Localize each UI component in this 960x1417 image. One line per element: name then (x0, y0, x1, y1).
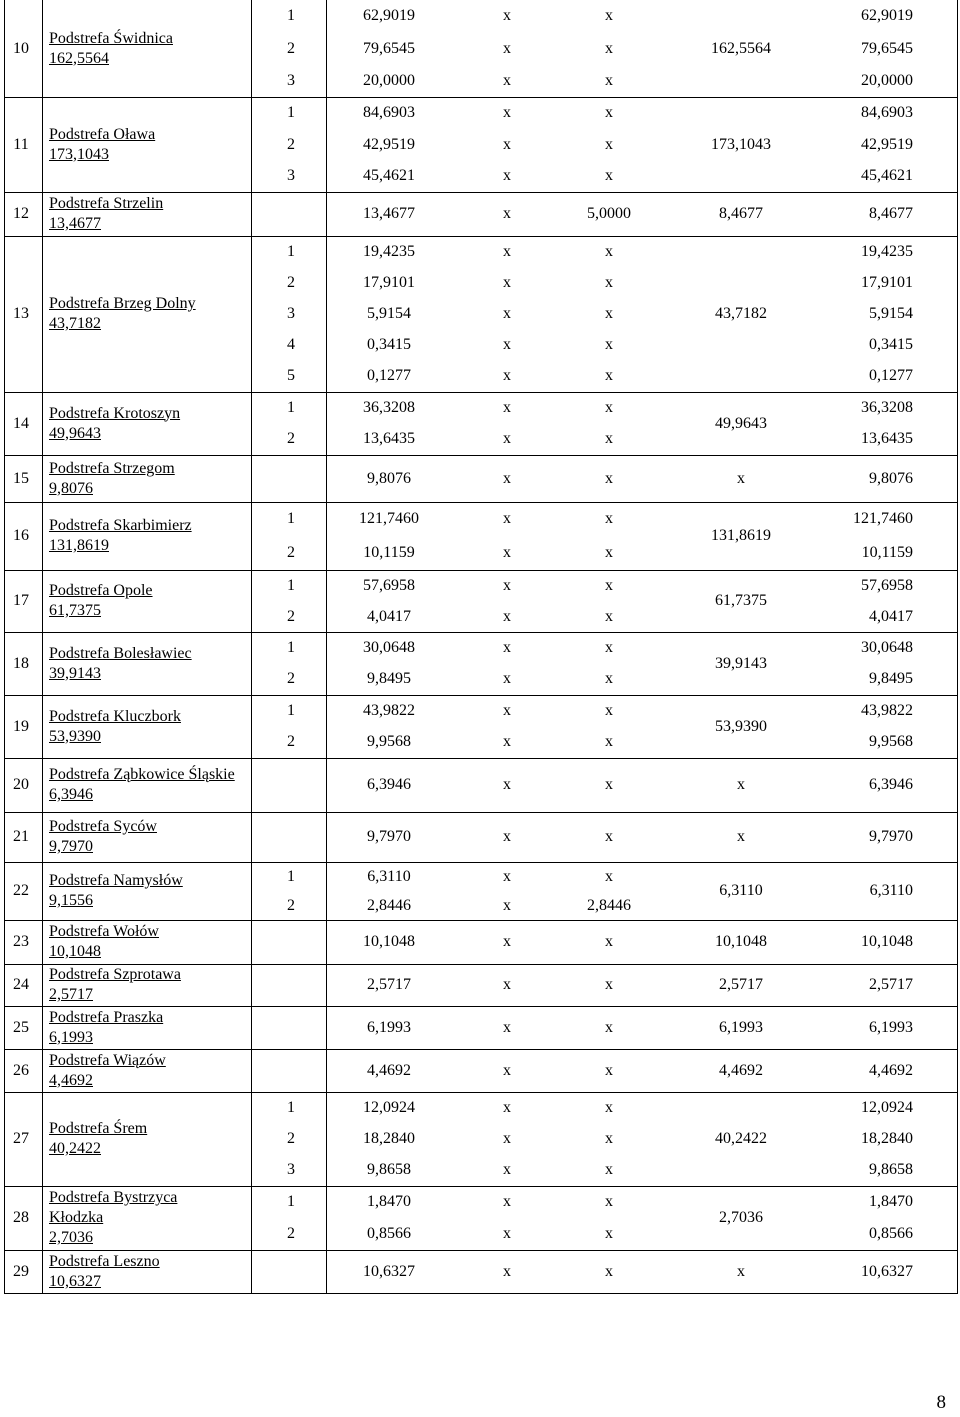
sub-area: 42,9519 (363, 135, 415, 153)
zone-area: 9,8076 (49, 479, 93, 497)
sub-area: 45,4621 (363, 167, 415, 185)
sub-area: 9,8495 (367, 670, 411, 688)
sub-value: x (503, 828, 511, 845)
sub-total: 30,0648 (861, 638, 913, 656)
zone-area: 162,5564 (49, 49, 109, 67)
zone-name: Podstrefa Świdnica (49, 29, 173, 47)
sub-value: x (605, 167, 613, 185)
zone-area: 131,8619 (49, 537, 109, 554)
sub-index: 4 (287, 336, 295, 354)
row-number: 29 (13, 1263, 29, 1280)
sub-value: x (503, 1018, 511, 1036)
row-number: 18 (13, 654, 29, 672)
sub-value: x (605, 776, 613, 793)
sub-index: 2 (287, 273, 295, 291)
sub-value: x (503, 896, 511, 914)
sub-index: 2 (287, 135, 295, 153)
page-number: 8 (936, 1392, 946, 1413)
sub-area: 6,1993 (367, 1018, 411, 1036)
sub-value: x (503, 1130, 511, 1147)
row-number: 13 (13, 305, 29, 322)
sub-area: 57,6958 (363, 576, 415, 594)
sub-area: 0,3415 (367, 336, 411, 354)
sub-area: 36,3208 (363, 398, 415, 416)
sub-total: 0,8566 (869, 1225, 913, 1242)
sub-value: x (605, 71, 613, 89)
sub-value: x (605, 1263, 613, 1280)
sub-index: 2 (287, 1225, 295, 1242)
sub-index: 2 (287, 430, 295, 448)
sub-area: 4,4692 (367, 1061, 411, 1079)
sub-total: 121,7460 (853, 510, 913, 527)
sub-total: 17,9101 (861, 273, 913, 291)
sub-area: 30,0648 (363, 638, 415, 656)
sub-area: 84,6903 (363, 103, 415, 121)
sub-value: x (605, 1161, 613, 1179)
sub-index: 3 (287, 167, 295, 185)
sub-total: 57,6958 (861, 576, 913, 594)
sub-value: x (503, 607, 511, 625)
row-number: 24 (13, 976, 29, 993)
merged-value: 40,2422 (715, 1130, 767, 1147)
sub-value: x (503, 576, 511, 594)
sub-value: x (605, 576, 613, 594)
zone-area: 40,2422 (49, 1140, 101, 1157)
sub-area: 9,9568 (367, 733, 411, 751)
sub-index: 1 (287, 638, 295, 656)
merged-value: x (737, 776, 745, 793)
row-number: 16 (13, 527, 29, 544)
sub-value: x (503, 976, 511, 993)
row-number: 20 (13, 776, 29, 793)
row-number: 19 (13, 717, 29, 735)
row-divider (5, 920, 957, 921)
sub-total: 5,9154 (869, 305, 913, 322)
row-divider (5, 1186, 957, 1187)
merged-value: 53,9390 (715, 717, 767, 735)
row-number: 27 (13, 1130, 29, 1147)
sub-index: 2 (287, 896, 295, 914)
sub-value: x (503, 273, 511, 291)
sub-area: 4,0417 (367, 607, 411, 625)
sub-area: 79,6545 (363, 39, 415, 57)
sub-value: x (503, 398, 511, 416)
zone-area: 9,1556 (49, 892, 93, 909)
merged-value: 43,7182 (715, 305, 767, 322)
sub-index: 1 (287, 242, 295, 260)
merged-value: 4,4692 (719, 1061, 763, 1079)
zone-area: 10,1048 (49, 943, 101, 960)
sub-total: 42,9519 (861, 135, 913, 153)
sub-value: x (503, 510, 511, 527)
sub-value: x (503, 670, 511, 688)
sub-value: x (605, 103, 613, 121)
row-number: 15 (13, 469, 29, 487)
zone-area: 39,9143 (49, 664, 101, 682)
row-number: 25 (13, 1018, 29, 1036)
sub-value: x (605, 1018, 613, 1036)
sub-value: x (503, 1161, 511, 1179)
sub-total: 4,0417 (869, 607, 913, 625)
zone-name: Podstrefa Wołów (49, 923, 159, 940)
row-number: 22 (13, 882, 29, 899)
merged-value: 39,9143 (715, 654, 767, 672)
zone-name: Podstrefa Namysłów (49, 872, 183, 889)
sub-index: 3 (287, 305, 295, 322)
sub-area: 9,7970 (367, 828, 411, 845)
sub-area: 0,1277 (367, 367, 411, 385)
row-number: 21 (13, 828, 29, 845)
sub-index: 1 (287, 1098, 295, 1116)
sub-index: 1 (287, 576, 295, 594)
row-number: 23 (13, 933, 29, 950)
zone-name: Podstrefa Śrem (49, 1120, 148, 1137)
sub-value: x (605, 1061, 613, 1079)
sub-total: 4,4692 (869, 1061, 913, 1079)
sub-total: 0,3415 (869, 336, 913, 354)
row-divider (5, 192, 957, 193)
sub-value: x (605, 469, 613, 487)
merged-value: x (737, 828, 745, 845)
zone-area: 4,4692 (49, 1071, 93, 1089)
sub-area: 121,7460 (359, 510, 419, 527)
sub-value: x (503, 1225, 511, 1242)
row-number: 26 (13, 1061, 29, 1079)
zone-area: 6,1993 (49, 1028, 93, 1046)
sub-total: 10,1159 (861, 544, 913, 561)
sub-value: x (605, 544, 613, 561)
zone-area: 2,5717 (49, 986, 93, 1003)
sub-value: x (503, 701, 511, 719)
zone-area: 43,7182 (49, 315, 101, 332)
sub-value: x (605, 39, 613, 57)
zone-area: 53,9390 (49, 727, 101, 745)
sub-value: x (503, 305, 511, 322)
sub-total: 10,6327 (861, 1263, 913, 1280)
merged-value: 2,5717 (719, 976, 763, 993)
row-divider (5, 502, 957, 503)
sub-total: 13,6435 (861, 430, 913, 448)
zone-area: 173,1043 (49, 145, 109, 163)
sub-value: 5,0000 (587, 205, 631, 222)
sub-total: 62,9019 (861, 7, 913, 25)
sub-area: 6,3946 (367, 776, 411, 793)
sub-value: x (503, 367, 511, 385)
sub-value: x (503, 242, 511, 260)
sub-area: 20,0000 (363, 71, 415, 89)
sub-index: 1 (287, 7, 295, 25)
sub-total: 9,8658 (869, 1161, 913, 1179)
sub-total: 36,3208 (861, 398, 913, 416)
sub-value: x (503, 103, 511, 121)
merged-value: x (737, 469, 745, 487)
zone-name: Podstrefa Strzelin (49, 195, 164, 212)
sub-total: 79,6545 (861, 39, 913, 57)
row-divider (5, 455, 957, 456)
row-number: 14 (13, 414, 29, 432)
sub-index: 5 (287, 367, 295, 385)
zone-name: Podstrefa Oława (49, 125, 156, 143)
row-divider (5, 97, 957, 98)
sub-value: x (605, 305, 613, 322)
sub-total: 9,9568 (869, 733, 913, 751)
row-divider (5, 392, 957, 393)
row-divider (5, 570, 957, 571)
sub-value: x (605, 638, 613, 656)
sub-total: 0,1277 (869, 367, 913, 385)
sub-index: 1 (287, 510, 295, 527)
zone-name: Podstrefa Krotoszyn (49, 404, 181, 422)
sub-area: 10,6327 (363, 1263, 415, 1280)
sub-value: x (503, 1098, 511, 1116)
zone-area: 10,6327 (49, 1273, 101, 1290)
row-number: 28 (13, 1209, 29, 1226)
zones-table (4, 0, 958, 1294)
sub-value: x (503, 135, 511, 153)
sub-value: x (503, 1193, 511, 1210)
sub-area: 43,9822 (363, 701, 415, 719)
sub-total: 9,8495 (869, 670, 913, 688)
sub-total: 10,1048 (861, 933, 913, 950)
sub-value: x (605, 607, 613, 625)
sub-area: 10,1048 (363, 933, 415, 950)
sub-value: x (605, 733, 613, 751)
sub-total: 2,5717 (869, 976, 913, 993)
row-divider (5, 812, 957, 813)
sub-total: 12,0924 (861, 1098, 913, 1116)
sub-area: 17,9101 (363, 273, 415, 291)
row-number: 11 (13, 135, 29, 153)
zone-area: 61,7375 (49, 602, 101, 619)
zone-name: Podstrefa Strzegom (49, 459, 175, 477)
row-divider (5, 758, 957, 759)
merged-value: 173,1043 (711, 135, 771, 153)
sub-value: x (605, 1130, 613, 1147)
zone-area: 9,7970 (49, 838, 93, 855)
sub-value: x (605, 398, 613, 416)
sub-value: x (503, 7, 511, 25)
sub-total: 9,7970 (869, 828, 913, 845)
sub-value: x (605, 242, 613, 260)
sub-value: 2,8446 (587, 896, 631, 914)
sub-area: 18,2840 (363, 1130, 415, 1147)
sub-area: 2,5717 (367, 976, 411, 993)
merged-value: 49,9643 (715, 414, 767, 432)
sub-total: 18,2840 (861, 1130, 913, 1147)
sub-index: 2 (287, 733, 295, 751)
sub-index: 1 (287, 701, 295, 719)
sub-index: 1 (287, 398, 295, 416)
row-divider (5, 236, 957, 237)
merged-value: 2,7036 (719, 1209, 763, 1226)
row-divider (5, 862, 957, 863)
zone-name: Podstrefa Ząbkowice Śląskie (49, 766, 235, 783)
sub-area: 5,9154 (367, 305, 411, 322)
sub-index: 1 (287, 867, 295, 885)
merged-value: 61,7375 (715, 592, 767, 609)
sub-area: 13,4677 (363, 205, 415, 222)
zone-name: Podstrefa Bolesławiec (49, 644, 192, 662)
sub-total: 1,8470 (869, 1193, 913, 1210)
merged-value: 6,3110 (719, 882, 763, 899)
zone-area: 6,3946 (49, 786, 93, 803)
sub-area: 9,8658 (367, 1161, 411, 1179)
sub-total: 8,4677 (869, 205, 913, 222)
merged-value: 10,1048 (715, 933, 767, 950)
sub-area: 19,4235 (363, 242, 415, 260)
sub-value: x (503, 205, 511, 222)
merged-value: 8,4677 (719, 205, 763, 222)
sub-value: x (503, 336, 511, 354)
sub-index: 1 (287, 103, 295, 121)
sub-index: 1 (287, 1193, 295, 1210)
sub-value: x (605, 510, 613, 527)
zone-area: 2,7036 (49, 1229, 93, 1246)
sub-index: 3 (287, 71, 295, 89)
sub-total: 19,4235 (861, 242, 913, 260)
zone-name: Podstrefa Wiązów (49, 1051, 166, 1069)
sub-value: x (503, 933, 511, 950)
zone-name: Podstrefa Syców (49, 818, 157, 835)
sub-value: x (503, 733, 511, 751)
sub-area: 62,9019 (363, 7, 415, 25)
zone-name: Podstrefa Opole (49, 582, 153, 599)
sub-value: x (503, 544, 511, 561)
sub-area: 12,0924 (363, 1098, 415, 1116)
merged-value: 162,5564 (711, 39, 771, 57)
sub-value: x (503, 1263, 511, 1280)
sub-index: 2 (287, 607, 295, 625)
sub-value: x (605, 867, 613, 885)
sub-value: x (503, 867, 511, 885)
row-number: 17 (13, 592, 29, 609)
zone-name: Podstrefa Szprotawa (49, 966, 181, 983)
sub-value: x (503, 776, 511, 793)
sub-value: x (605, 430, 613, 448)
zone-area: 49,9643 (49, 424, 101, 442)
sub-value: x (605, 1193, 613, 1210)
sub-area: 6,3110 (367, 867, 411, 885)
sub-value: x (605, 976, 613, 993)
sub-total: 6,3946 (869, 776, 913, 793)
row-divider (5, 1250, 957, 1251)
sub-index: 2 (287, 1130, 295, 1147)
zone-name: Podstrefa Bystrzyca (49, 1189, 178, 1206)
sub-total: 84,6903 (861, 103, 913, 121)
sub-total: 45,4621 (861, 167, 913, 185)
sub-value: x (503, 1061, 511, 1079)
merged-total: 6,3110 (869, 882, 913, 899)
sub-area: 9,8076 (367, 469, 411, 487)
sub-value: x (605, 1098, 613, 1116)
sub-total: 20,0000 (861, 71, 913, 89)
zone-name: Kłodzka (49, 1209, 104, 1226)
column-divider (42, 0, 43, 1293)
sub-value: x (503, 638, 511, 656)
row-divider (5, 695, 957, 696)
sub-value: x (503, 430, 511, 448)
sub-area: 1,8470 (367, 1193, 411, 1210)
zone-name: Podstrefa Skarbimierz (49, 517, 192, 534)
sub-value: x (503, 71, 511, 89)
sub-index: 2 (287, 544, 295, 561)
row-number: 12 (13, 205, 29, 222)
sub-total: 43,9822 (861, 701, 913, 719)
sub-value: x (605, 336, 613, 354)
sub-index: 2 (287, 39, 295, 57)
sub-value: x (605, 828, 613, 845)
sub-value: x (605, 135, 613, 153)
sub-value: x (605, 670, 613, 688)
sub-total: 9,8076 (869, 469, 913, 487)
sub-area: 13,6435 (363, 430, 415, 448)
sub-value: x (605, 933, 613, 950)
sub-area: 10,1159 (363, 544, 415, 561)
merged-value: 131,8619 (711, 527, 771, 544)
sub-value: x (605, 1225, 613, 1242)
sub-index: 3 (287, 1161, 295, 1179)
row-number: 10 (13, 39, 29, 57)
zone-area: 13,4677 (49, 215, 101, 232)
sub-area: 0,8566 (367, 1225, 411, 1242)
row-divider (5, 1092, 957, 1093)
sub-value: x (605, 701, 613, 719)
sub-value: x (503, 39, 511, 57)
zone-name: Podstrefa Kluczbork (49, 707, 181, 725)
merged-value: 6,1993 (719, 1018, 763, 1036)
zone-name: Podstrefa Praszka (49, 1008, 164, 1026)
row-divider (5, 632, 957, 633)
sub-value: x (605, 367, 613, 385)
sub-total: 6,1993 (869, 1018, 913, 1036)
sub-value: x (605, 273, 613, 291)
merged-value: x (737, 1263, 745, 1280)
sub-area: 2,8446 (367, 896, 411, 914)
sub-value: x (605, 7, 613, 25)
sub-index: 2 (287, 670, 295, 688)
sub-value: x (503, 469, 511, 487)
zone-name: Podstrefa Brzeg Dolny (49, 295, 196, 312)
zone-name: Podstrefa Leszno (49, 1253, 160, 1270)
sub-value: x (503, 167, 511, 185)
